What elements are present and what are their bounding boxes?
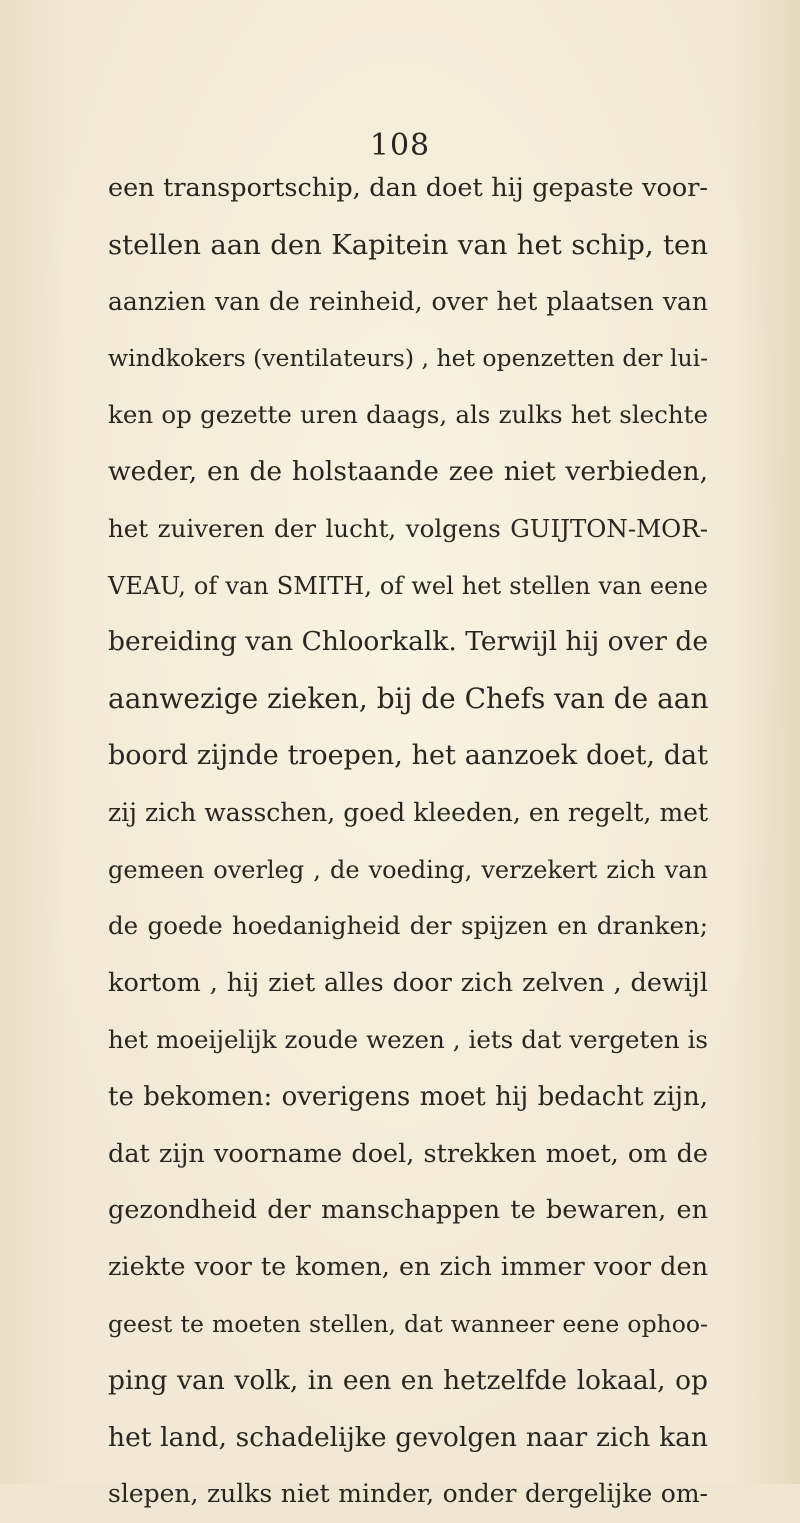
text-line: aanzien van de reinheid, over het plaatsen van <box>108 286 708 316</box>
text-line: het moeijelijk zoude wezen , iets dat vergeten is <box>108 1024 708 1054</box>
text-line: te bekomen: overigens moet hij bedacht zijn, <box>108 1081 708 1112</box>
text-line: dat zijn voorname doel, strekken moet, om de <box>108 1138 708 1169</box>
text-line: gezondheid der manschappen te bewaren, en <box>108 1195 708 1226</box>
text-line: ping van volk, in een en hetzelfde lokaal, op <box>108 1364 708 1396</box>
text-line: stellen aan den Kapitein van het schip, ten <box>108 228 708 261</box>
text-line: VEAU, of van SMITH, of wel het stellen van eene <box>108 571 708 600</box>
text-line: de goede hoedanigheid der spijzen en dranken; <box>108 911 708 941</box>
text-line: slepen, zulks niet minder, onder dergelijke om- <box>108 1479 708 1509</box>
text-line: het zuiveren der lucht, volgens GUIJTON-MOR- <box>108 513 708 543</box>
text-line: het land, schadelijke gevolgen naar zich kan <box>108 1421 708 1453</box>
text-line: boord zijnde troepen, het aanzoek doet, dat <box>108 739 708 771</box>
text-line: ziekte voor te komen, en zich immer voor den <box>108 1252 708 1283</box>
text-line: weder, en de holstaande zee niet verbieden, <box>108 455 708 487</box>
text-line: aanwezige zieken, bij de Chefs van de aan <box>108 682 709 716</box>
text-line: een transportschip, dan doet hij gepaste voor- <box>108 173 708 203</box>
text-line: geest te moeten stellen, dat wanneer eene ophoo- <box>108 1309 708 1338</box>
body-text <box>108 160 708 1523</box>
text-line: kortom , hij ziet alles door zich zelven , dewijl <box>108 968 708 999</box>
text-line: gemeen overleg , de voeding, verzekert zich van <box>108 855 708 884</box>
text-line: zij zich wasschen, goed kleeden, en regelt, met <box>108 797 708 827</box>
page-number: 108 <box>369 128 431 163</box>
text-line: windkokers (ventilateurs) , het openzetten der lui- <box>108 344 709 373</box>
text-line: ken op gezette uren daags, als zulks het slechte <box>108 400 708 430</box>
text-line: bereiding van Chloorkalk. Terwijl hij over de <box>108 626 709 658</box>
